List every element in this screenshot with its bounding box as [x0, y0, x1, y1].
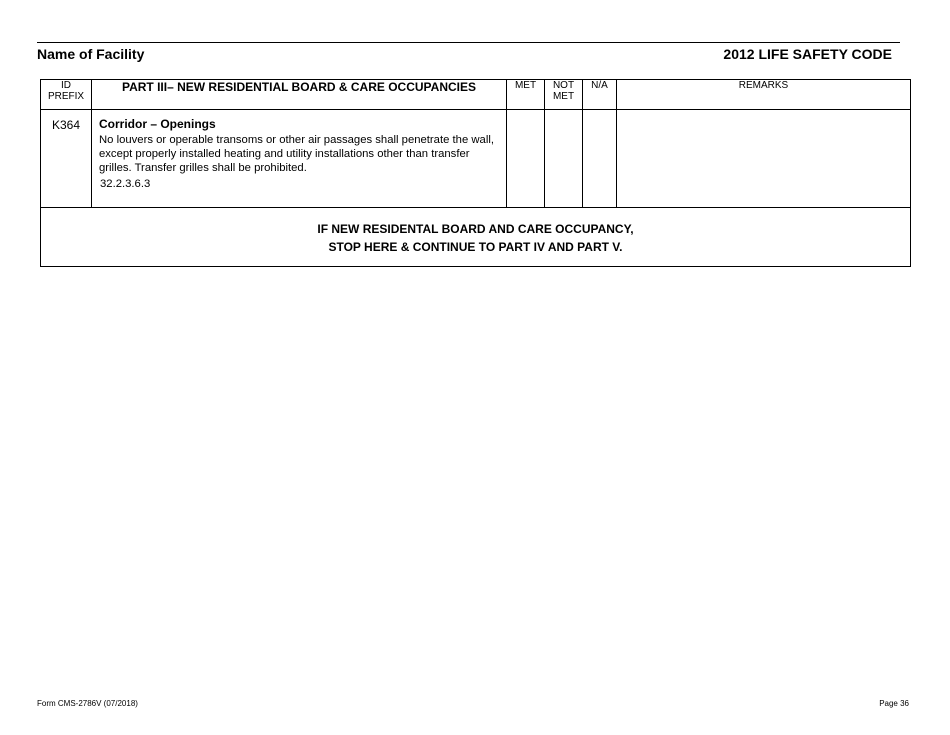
- facility-name-label: Name of Facility: [37, 46, 145, 62]
- remarks-header: REMARKS: [617, 80, 911, 110]
- stop-instruction-row: [41, 208, 911, 267]
- stop-instruction-line1: IF NEW RESIDENTAL BOARD AND CARE OCCUPANCY,: [317, 222, 634, 236]
- page-number: Page 36: [879, 699, 909, 708]
- id-header-line1: ID: [61, 80, 71, 91]
- code-title: 2012 LIFE SAFETY CODE: [723, 46, 892, 62]
- stop-instruction-line2: STOP HERE & CONTINUE TO PART IV AND PART V.: [328, 240, 623, 254]
- na-header: N/A: [583, 80, 617, 110]
- survey-table: [40, 79, 911, 267]
- form-id-footer: Form CMS-2786V (07/2018): [37, 699, 138, 708]
- requirement-text: No louvers or operable transoms or other air passages shall penetrate the wall, except properly installed heating and utility installations other than transfer grilles. Transfer grilles shall be prohibited.: [99, 134, 494, 174]
- met-header: MET: [507, 80, 545, 110]
- part-header: PART III– NEW RESIDENTIAL BOARD & CARE OCCUPANCIES: [92, 80, 507, 110]
- id-prefix-header: [41, 80, 92, 110]
- page-header: [37, 42, 900, 63]
- not-met-header-line1: NOT: [552, 80, 575, 91]
- table-row: [41, 110, 911, 208]
- not-met-header: [545, 80, 583, 110]
- id-header-line2: PREFIX: [47, 91, 85, 102]
- requirement-reference: 32.2.3.6.3: [100, 178, 151, 190]
- met-checkbox-cell[interactable]: [507, 110, 545, 208]
- requirement-title: Corridor – Openings: [99, 117, 216, 131]
- not-met-checkbox-cell[interactable]: [545, 110, 583, 208]
- not-met-header-line2: MET: [552, 91, 575, 102]
- requirement-cell: [92, 110, 507, 208]
- table-header-row: [41, 80, 911, 110]
- na-checkbox-cell[interactable]: [583, 110, 617, 208]
- remarks-cell[interactable]: [617, 110, 911, 208]
- stop-instruction-cell: [41, 208, 911, 267]
- id-prefix-cell: K364: [41, 110, 92, 208]
